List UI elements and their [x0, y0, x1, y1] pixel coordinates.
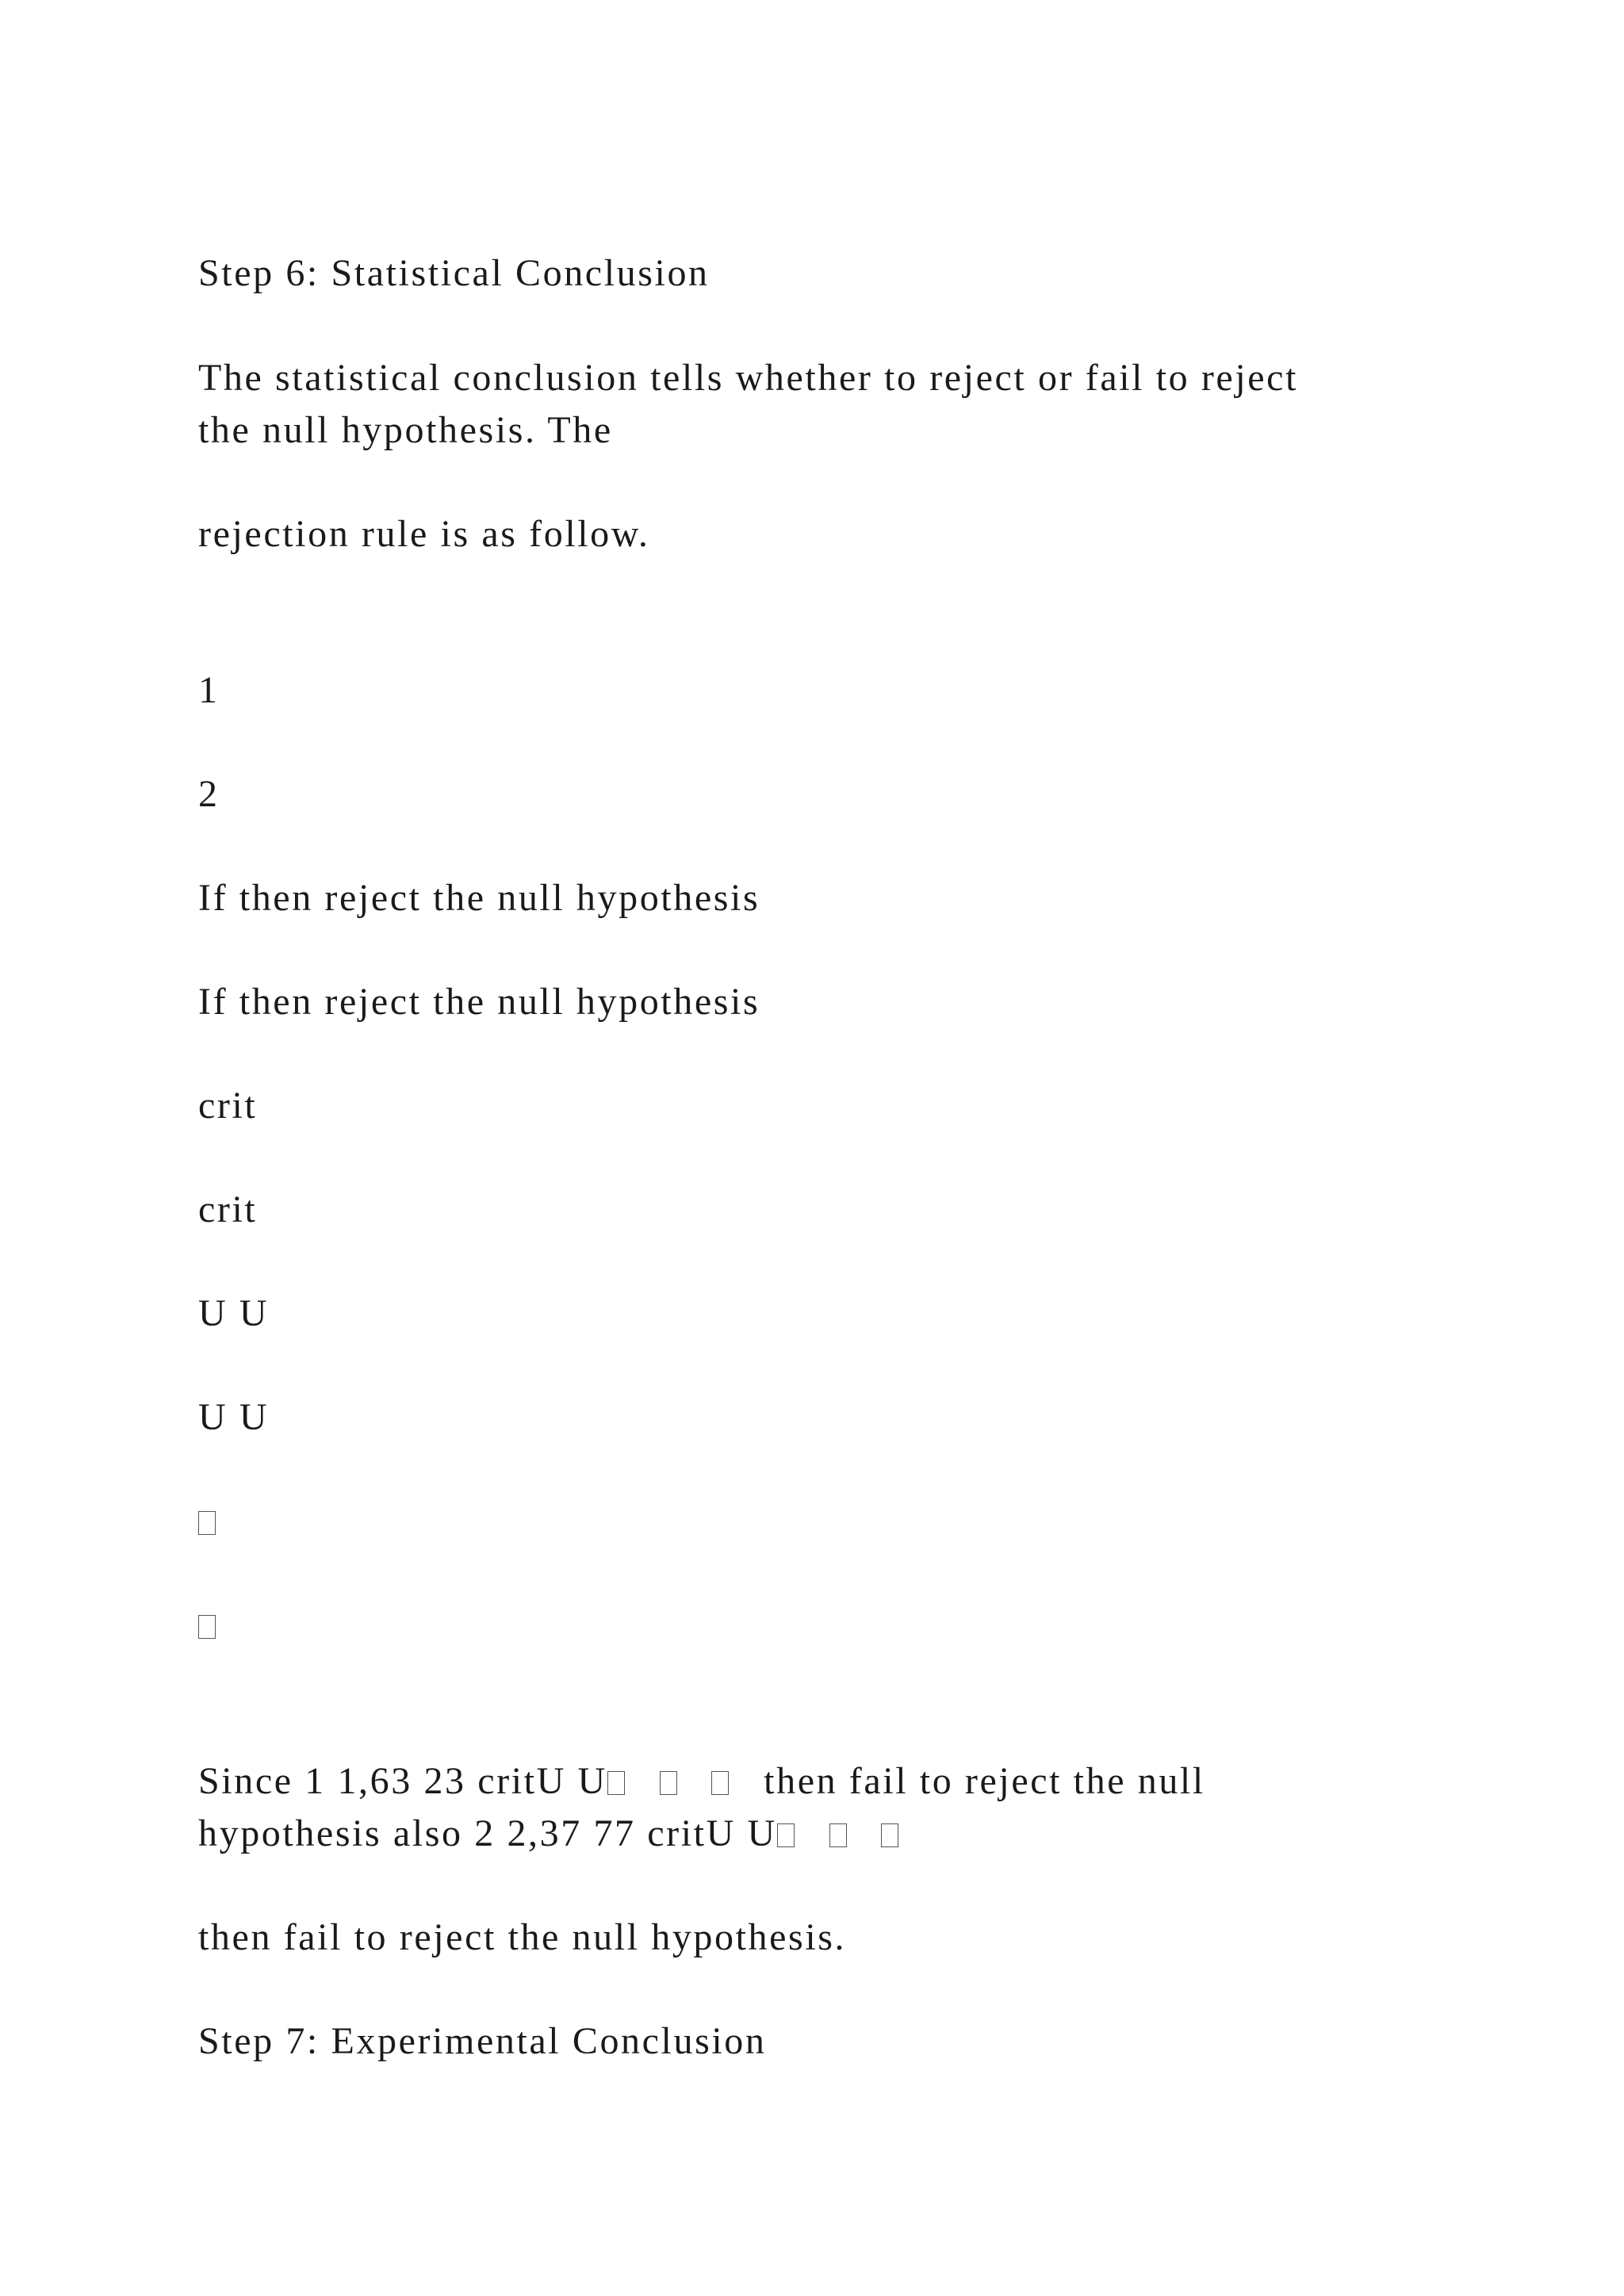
u-u-label-2: U U — [198, 1396, 270, 1438]
number-1: 1 — [198, 669, 220, 711]
conclusion-line: then fail to reject the null hypothesis. — [198, 1916, 847, 1958]
missing-glyph-icon — [881, 1823, 898, 1847]
missing-glyph-icon — [711, 1771, 729, 1795]
u-u-label-1: U U — [198, 1292, 270, 1334]
missing-glyph-icon — [829, 1823, 847, 1847]
since-text-tail: then fail to reject the null — [764, 1760, 1205, 1802]
crit-label-1: crit — [198, 1085, 258, 1127]
rejection-rule-2: If then reject the null hypothesis — [198, 981, 760, 1023]
since-text: Since 1 1,63 23 critU U — [198, 1760, 607, 1802]
missing-glyph-icon — [660, 1771, 677, 1795]
step6-heading: Step 6: Statistical Conclusion — [198, 252, 710, 294]
intro-line-2: the null hypothesis. The — [198, 409, 613, 451]
missing-glyph-icon — [198, 1495, 216, 1548]
missing-glyph-icon — [777, 1823, 795, 1847]
since-line — [198, 1755, 1205, 1808]
step7-heading: Step 7: Experimental Conclusion — [198, 2020, 767, 2062]
rejection-rule-1: If then reject the null hypothesis — [198, 877, 760, 919]
missing-glyph-icon — [198, 1599, 216, 1651]
hypothesis-line — [198, 1808, 898, 1860]
intro-line-1: The statistical conclusion tells whether to reject or fail to reject — [198, 357, 1299, 399]
hypothesis-text: hypothesis also 2 2,37 77 critU U — [198, 1812, 777, 1854]
missing-glyph-icon — [607, 1771, 625, 1795]
number-2: 2 — [198, 773, 220, 815]
intro-line-3: rejection rule is as follow. — [198, 513, 650, 555]
crit-label-2: crit — [198, 1188, 258, 1230]
